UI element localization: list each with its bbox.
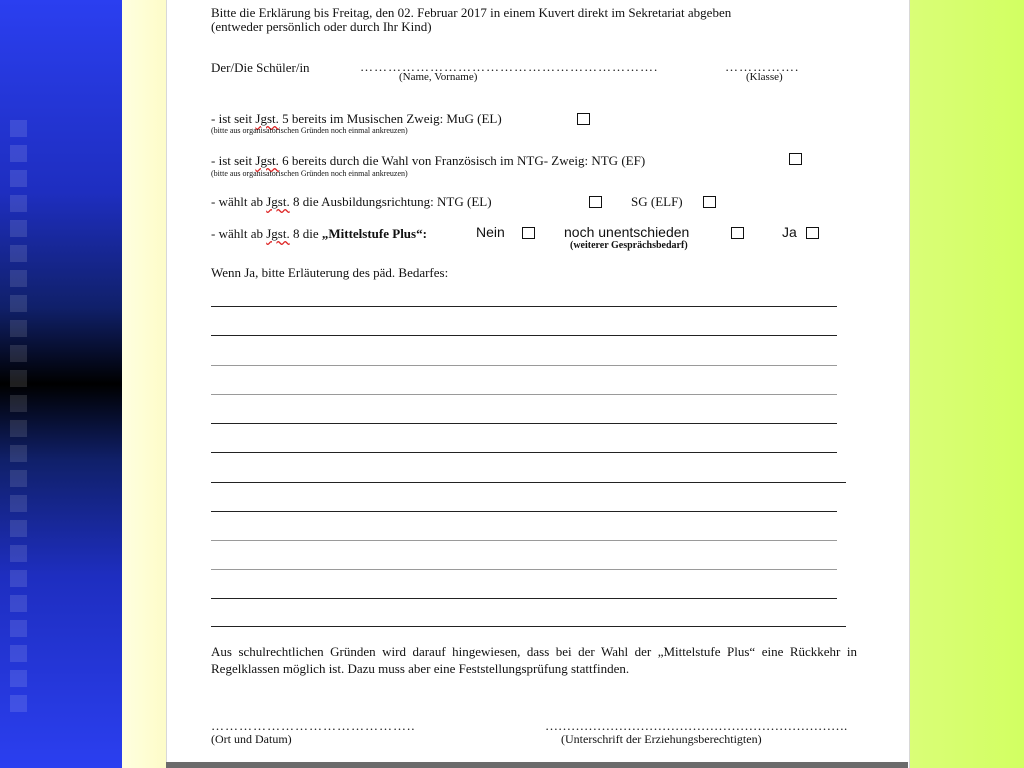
q3-jgst: Jgst. [266,194,290,209]
class-caption: (Klasse) [746,71,783,83]
question-mittelstufe-plus [211,226,427,242]
explanation-line-12[interactable] [211,626,846,627]
left-decorative-bar [0,0,122,768]
explanation-line-8[interactable] [211,511,837,512]
option-noch-unentschieden-label: noch unentschieden [564,224,690,240]
checkbox-sg-elf[interactable] [703,196,716,208]
student-class-field[interactable]: ……………. [725,59,800,74]
explanation-line-5[interactable] [211,423,837,424]
place-date-field[interactable]: …………………………………….. [211,718,416,733]
checkbox-noch-unentschieden[interactable] [731,227,744,239]
page-bottom-edge [166,762,908,768]
explanation-line-1[interactable] [211,306,837,307]
explanation-line-10[interactable] [211,569,837,570]
explanation-line-2[interactable] [211,335,837,336]
checkbox-mug[interactable] [577,113,590,125]
checkbox-ja[interactable] [806,227,819,239]
question-musisch [211,111,502,127]
q2-jgst: Jgst. [255,153,279,168]
q1-note: (bitte aus organisatorischen Gründen noch einmal ankreuzen) [211,126,408,135]
q2-note: (bitte aus organisatorischen Gründen noch einmal ankreuzen) [211,169,408,178]
q3-rest: 8 die Ausbildungsrichtung: NTG (EL) [289,194,492,209]
header-line-2: (entweder persönlich oder durch Ihr Kind) [211,19,432,34]
header-line-1: Bitte die Erklärung bis Freitag, den 02. Februar 2017 in einem Kuvert direkt im Sekretariat abgeben [211,5,732,20]
q3-prefix: - wählt ab [211,194,267,209]
q1-prefix: - ist seit [211,111,256,126]
q4-colon: : [422,226,427,241]
left-margin-strip [122,0,166,768]
explanation-line-4[interactable] [211,394,837,395]
signature-field[interactable]: ……………………………………………………………. [545,718,848,733]
checkbox-ntg-ef[interactable] [789,153,802,165]
signature-caption: (Unterschrift der Erziehungsberechtigten) [561,732,762,746]
place-date-caption: (Ort und Datum) [211,732,292,746]
q4-rest: 8 die [289,226,322,241]
student-name-field[interactable]: ………………………………………………………. [360,59,659,74]
q4-jgst: Jgst. [266,226,290,241]
question-ntg-ef [211,153,645,169]
name-caption: (Name, Vorname) [399,71,478,83]
explanation-line-11[interactable] [211,598,837,599]
sg-elf-label: SG (ELF) [631,194,683,209]
option-ja-label: Ja [782,224,797,240]
option-nein-label: Nein [476,224,505,240]
checkbox-ntg-el[interactable] [589,196,602,208]
explanation-line-3[interactable] [211,365,837,366]
question-ausbildungsrichtung [211,194,492,210]
q4-mittelstufe-plus: „Mittelstufe Plus“ [321,226,423,241]
checkbox-nein[interactable] [522,227,535,239]
q2-rest: 6 bereits durch die Wahl von Französisch im NTG- Zweig: NTG (EF) [278,153,646,168]
student-label: Der/Die Schüler/in [211,60,310,75]
q1-jgst: Jgst. [255,111,279,126]
q2-prefix: - ist seit [211,153,256,168]
weiterer-gespraechsbedarf: (weiterer Gesprächsbedarf) [570,240,688,251]
q1-rest: 5 bereits im Musischen Zweig: MuG (EL) [278,111,502,126]
q4-prefix: - wählt ab [211,226,267,241]
explanation-line-9[interactable] [211,540,837,541]
explanation-line-6[interactable] [211,452,837,453]
explanation-line-7[interactable] [211,482,846,483]
closing-paragraph: Aus schulrechtlichen Gründen wird darauf hingewiesen, dass bei der Wahl der „Mittelstufe Plus“ eine Rückkehr in Regelklassen möglich ist. Dazu muss aber eine Feststellungsprüfung stattfinden. [211,644,857,676]
decorative-squares [10,120,30,720]
explanation-label: Wenn Ja, bitte Erläuterung des päd. Bedarfes: [211,265,449,280]
